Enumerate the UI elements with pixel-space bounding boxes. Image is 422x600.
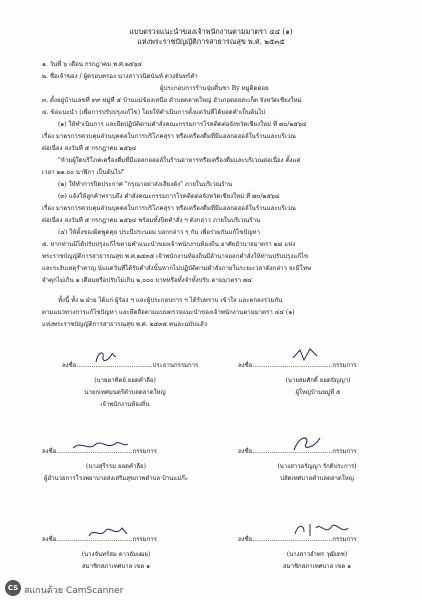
- advice-1-line2: เรื่อง มาตรการควบคุมส่วนบุคคลในการบริโภคสุรา หรือเครื่องดื่มที่มีแอลกอฮอล์ในร้านและบริเวณ: [42, 133, 296, 140]
- advice-3-line2: เรื่อง มาตรการควบคุมส่วนบุคคลในการบริโภคสุรา หรือเครื่องดื่มที่มีแอลกอฮอล์ในร้านและบริเวณ: [42, 205, 296, 212]
- advice-3-line1: (๓) แจ้งให้ลูกค้าทราบถึง คำสั่งคณะกรรมการโรคติดต่อจังหวัดเชียงใหม่ ที่ ๗๐/๒๕๖๔: [58, 193, 280, 200]
- advice-1-quote-line2: เวลา ๒๑.๐๐ นาฬิกา เป็นต้นไป": [42, 169, 125, 176]
- advice-1-line3: ต่อเนื่อง ลงวันที่ ๕ กรกฎาคม ๒๕๖๔: [42, 145, 137, 152]
- signature-6-line: ลงชื่อ..........................................กรรมการ: [238, 536, 357, 543]
- signature-3-line: ลงชื่อ........................................กรรมการ: [42, 448, 157, 455]
- advice-2: (๒) ให้ทำการปิดประกาศ "กรุณาอย่าส่งเสียงดัง" ภายในบริเวณร้าน: [58, 181, 233, 188]
- item-3-address: ๓. ตั้งอยู่บ้านเลขที่ ๙๙ หมู่ที่ ๕ บ้านแม่ข้องเหนือ ตำบลตลาดใหญ่ อำเภอดอยสะเก็ด จังหวัดเชียงใหม่: [42, 97, 302, 104]
- advice-1-quote-line1: "ห้ามผู้ใดบริโภคเครื่องดื่มที่มีแอลกอฮอล์ในร้านอาหารหรือเครื่องดื่มและบริเวณต่อเนื่อง ตั้งแต่: [58, 157, 301, 164]
- document-title-line2: แห่งพระราชบัญญัติการสาธารณสุข พ.ศ. ๒๕๓๕: [137, 37, 285, 46]
- advice-3-line3: ต่อเนื่อง ลงวันที่ ๕ กรกฎาคม ๒๕๖๔ พร้อมทั้งปิดคำสั่ง ฯ ดังกล่าว ภายในบริเวณร้าน: [42, 217, 261, 224]
- signature-2-line: ลงชื่อ..........................................กรรมการ: [238, 362, 357, 369]
- signature-4-line: ลงชื่อ..........................................กรรมการ: [238, 448, 357, 455]
- item-5-line1: ๕. หากท่านมิได้ปรับปรุงแก้ไขตามคำแนะนำของเจ้าพนักงานท้องถิ่น อาศัยอำนาจมาตรา ๒๘ แห่ง: [42, 241, 296, 248]
- item-5-line2: พระราชบัญญัติการสาธารณสุข พ.ศ.๒๕๓๕ เจ้าพนักงานท้องถิ่นมีอำนาจออกคำสั่งให้ท่านปรับปรุงแก้ไข: [42, 253, 309, 260]
- item-4-advice-heading: ๔. ข้อแนะนำ (เพื่อการปรับปรุงแก้ไข) โดยให้ดำเนินการตั้งแต่วันที่ได้ยอดคำเป็นต้นไป: [42, 109, 266, 116]
- signature-5-name: (นางจันทร์สม ดาวอัมเฒย): [81, 551, 151, 558]
- signature-1-position1: นายกเทศมนตรีตำบลตลาดใหญ่: [84, 389, 166, 396]
- signature-5-position: สมาชิกสภาเทศบาล เขต ๑: [81, 563, 151, 570]
- signature-6-position: สมาชิกสภาเทศบาล เขต ๑: [282, 563, 352, 570]
- signature-3-position: ผู้อำนวยการโรงพยาบาลส่งเสริมสุขภาพตำบล บ้านแม่ก๊ะ: [44, 475, 188, 482]
- signature-4-position: ปลัดเทศบาลตำบลตลาดใหญ่: [280, 475, 354, 482]
- agreement-line1: ทั้งนี้ ทั้ง ๒ ฝ่าย ได้แก่ ผู้ร้อง ฯ และผู้ประกอบการ ฯ ได้รับทราบ เข้าใจ และตกลงร่วมกัน: [58, 297, 283, 304]
- signature-2-name: (นายสมศักดิ์ ยอดปัญญา): [285, 377, 351, 384]
- advice-4: (๔) ให้ตั้งของผิดพูดคุย ประนีประนอม บอกกล่าว ๆ กัน เพื่อร่วมกันแก้ไขปัญหา: [58, 229, 260, 236]
- camscanner-logo-icon: CS: [5, 580, 21, 596]
- signature-1-name: (นายอาทิตย์ ยอดคำลือ): [94, 377, 156, 384]
- signature-1-line: ลงชื่อ........................................ประธานกรรมการ: [62, 362, 199, 369]
- camscanner-label: สแกนด้วย CamScanner: [24, 586, 124, 596]
- item-5-line3: และระงับเหตุรำคาญ นับแต่วันที่ได้รับคำสั่งนั้นหากไม่ปฏิบัติตามคำสั่งภายในระยะเวลาดังกล่าว จะมีโทษ: [42, 265, 312, 272]
- signature-4-name: (นางสาวอรัญญา รักดิประการ): [277, 463, 357, 470]
- item-1-date: ๑. วันที่ ๖ เดือน กรกฎาคม พ.ศ.๒๕๖๔: [42, 61, 142, 68]
- document-title-line1: แบบตรวจแนะนำของเจ้าพนักงานตามมาตรา ๔๔ (๑): [129, 27, 293, 36]
- item-2-business: ผู้ประกอบการร้านจุ่มตี๋นชา By หมูติดดอย: [160, 85, 269, 92]
- agreement-line3: แห่งพระราชบัญญัติการสาธารณสุข พ.ศ. ๒๕๓๕ คนละฉบับแล้ว: [42, 321, 208, 328]
- item-2-owner: ๒. ชื่อเจ้าของ / ผู้ครอบครอง นางสาววนิดนันท์ ดวงจันทร์คำ: [42, 73, 198, 80]
- signature-1-position2: เจ้าพนักงานท้องถิ่น: [100, 401, 150, 408]
- agreement-line2: ตามแนวทางการแก้ไขปัญหา และยึดถือตามแบบตรวจแนะนำของเจ้าพนักงานตามมาตรา ๔๔ (๑): [42, 309, 295, 316]
- item-5-line4: จำคุกไม่เกิน ๑ เดือนหรือปรับไม่เกิน ๒,๐๐๐ บาทหรือทั้งจำทั้งปรับ ตามมาตรา ๗๔: [42, 277, 253, 284]
- signature-2-position: ผู้ใหญ่บ้านหมู่ที่ ๕: [295, 389, 341, 396]
- scanner-watermark: [0, 576, 422, 600]
- signature-6-name: (นางสาวอำพร วุฒิเดช): [286, 551, 348, 558]
- signature-5-line: ลงชื่อ........................................กรรมการ: [42, 536, 157, 543]
- advice-1-line1: (๑) ให้ทำเนินการ และยึดปฏิบัติตามคำสั่งคณะกรรมการโรคติดต่อจังหวัดเชียงใหม่ ที่ ๗๐/๒๕๖๔: [58, 121, 307, 128]
- signature-3-name: (นางสุรีรรม ยอดคำลือ): [86, 463, 146, 470]
